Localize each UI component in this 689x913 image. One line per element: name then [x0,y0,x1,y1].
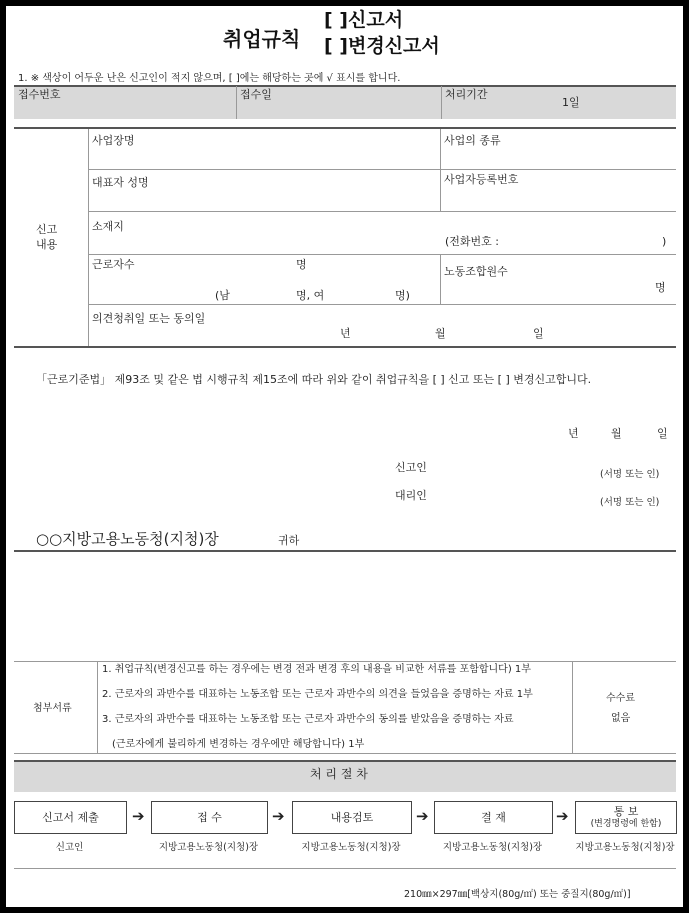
union-members-label: 노동조합원수 [444,265,508,278]
union-unit: 명 [655,281,666,294]
reporter-signature[interactable]: (서명 또는 인) [600,469,660,480]
opinion-year: 년 [340,327,351,340]
step-review-actor: 지방고용노동청(지청)장 [301,842,401,853]
recipient-office: ○○지방고용노동청(지청)장 [36,530,219,548]
attachment-item-1: 1. 취업규칙(변경신고를 하는 경우에는 변경 전과 변경 후의 내용을 비교한 서류를 포함합니다) 1부 [102,664,531,675]
workers-unit: 명 [296,258,307,271]
opinion-date-label: 의견청취일 또는 동의일 [92,312,206,325]
business-reg-no-label: 사업자등록번호 [444,173,519,186]
paper-spec: 210㎜×297㎜[백상지(80g/㎡) 또는 중질지(80g/㎡)] [404,889,631,900]
representative-label: 대표자 성명 [92,176,149,189]
form-page [6,6,683,907]
step-approval-box [434,801,553,834]
arrow-icon: ➔ [416,807,429,825]
arrow-icon: ➔ [132,807,145,825]
step-notify-note: (변경명령에 한함) [590,819,662,829]
phone-close: ) [662,235,667,248]
opinion-day: 일 [533,327,544,340]
reporter-label: 신고인 [395,461,427,474]
workplace-name-label: 사업장명 [92,134,135,147]
step-review-box [292,801,412,834]
procedure-title: 처 리 절 차 [310,767,368,781]
section-label-report: 신고 [36,223,58,236]
workers-close: 명) [395,289,410,302]
step-receipt-actor: 지방고용노동청(지청)장 [158,842,259,853]
attachments-label: 첨부서류 [33,703,72,714]
business-type-label: 사업의 종류 [444,134,501,147]
step-receipt-box [151,801,268,834]
receipt-number-label: 접수번호 [18,88,61,101]
attachment-item-2: 2. 근로자의 과반수를 대표하는 노동조합 또는 근로자 과반수의 의견을 들었음을 증명하는 자료 1부 [102,689,533,700]
title-option-change-report[interactable]: [ ]변경신고서 [324,35,440,57]
arrow-icon: ➔ [272,807,285,825]
receipt-date-label: 접수일 [240,88,272,101]
agent-label: 대리인 [395,489,427,502]
declaration-month: 월 [611,427,622,440]
instruction-text: 1. ※ 색상이 어두운 난은 신고인이 적지 않으며, [ ]에는 해당하는 곳에 √ 표시를 합니다. [18,73,401,84]
form-title: 취업규칙 [223,27,301,51]
step-notify-box [575,801,677,834]
section-label-content: 내용 [36,238,58,251]
phone-label: (전화번호 : [445,235,499,248]
step-review-label: 내용검토 [330,811,374,824]
agent-signature[interactable]: (서명 또는 인) [600,497,660,508]
step-receipt-label: 접 수 [197,811,222,824]
opinion-month: 월 [435,327,446,340]
arrow-icon: ➔ [556,807,569,825]
declaration-statement: 「근로기준법」 제93조 및 같은 법 시행규칙 제15조에 따라 위와 같이 취업규칙을 [ ] 신고 또는 [ ] 변경신고합니다. [36,373,592,386]
step-submit-actor: 신고인 [55,842,84,853]
fee-label: 수수료 [606,693,635,704]
step-approval-actor: 지방고용노동청(지청)장 [442,842,543,853]
processing-period-label: 처리기간 [445,88,488,101]
workers-female-label: 명, 여 [296,289,325,302]
location-label: 소재지 [92,220,124,233]
title-option-report[interactable]: [ ]신고서 [324,9,404,31]
step-notify-actor: 지방고용노동청(지청)장 [575,842,675,853]
step-submit-label: 신고서 제출 [42,811,99,824]
declaration-year: 년 [568,427,579,440]
step-notify-label: 통 보 [613,805,639,818]
fee-value: 없음 [611,713,631,724]
recipient-suffix: 귀하 [278,534,300,547]
step-approval-label: 결 재 [481,811,506,824]
declaration-day: 일 [657,427,668,440]
attachment-item-3-note: (근로자에게 불리하게 변경하는 경우에만 해당합니다) 1부 [112,739,365,750]
workers-label: 근로자수 [92,258,135,271]
workers-male-label: (남 [215,289,230,302]
step-submit-box [14,801,127,834]
attachment-item-3: 3. 근로자의 과반수를 대표하는 노동조합 또는 근로자 과반수의 동의를 받았음을 증명하는 자료 [102,714,514,725]
processing-period-value: 1일 [562,96,580,109]
